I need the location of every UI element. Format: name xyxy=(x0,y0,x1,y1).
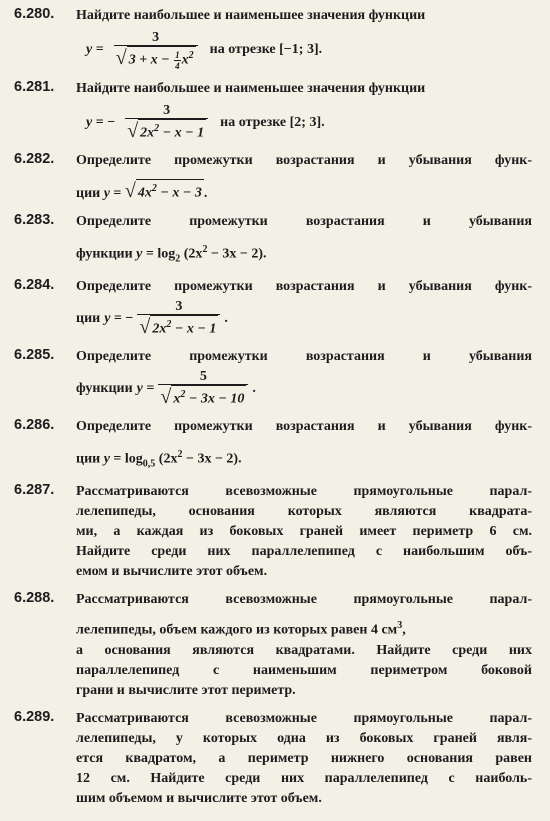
problem-number: 6.283. xyxy=(14,211,55,228)
problem-text: Определите промежутки возрастания и убывания функ- xyxy=(76,279,532,295)
problem-number: 6.282. xyxy=(14,150,55,167)
fraction: 5 √ $x^2 - 3x - 10$ xyxy=(158,369,248,409)
problem-6-280 xyxy=(14,6,532,71)
problem-6-284: 6.284. Определите промежутки возрастания и убывания функ- ции y = − 3 √ $2x^2 - x - 1$ . xyxy=(14,277,532,338)
radical: √ $4x^2 - x - 3$ xyxy=(124,179,202,202)
sqrt-symbol: √ xyxy=(127,119,139,142)
problem-6-288: 6.288. Рассматриваются всевозможные прямоугольные парал- лелепипеды, объем каждого из которых равен 4 $см^3$, а основания являются квадратами. Найдите среди них параллелепипед с наименьшим периметром боковой грани и вычислите этот периметр. xyxy=(14,590,532,701)
problem-6-286: 6.286. Определите промежутки возрастания и убывания функ- ции $y = \log_{0,5} (2x^2 - 3x - 2)$. xyxy=(14,417,532,474)
sqrt-symbol: √ xyxy=(115,47,127,70)
problem-text: Определите промежутки возрастания и убывания xyxy=(76,213,532,229)
radical: √ $2x^2 - x - 1$ xyxy=(127,119,205,142)
problem-number: 6.284. xyxy=(14,277,55,294)
fraction: 3 √ $2x^2 - x - 1$ xyxy=(125,103,208,143)
problem-6-283: 6.283. Определите промежутки возрастания и убывания функции $y = \log_2 (2x^2 - 3x - 2)$. xyxy=(14,212,532,269)
formula: y = − 3 √ $2x^2 - x - 1$ на отрезке [2; 3]. xyxy=(86,102,325,142)
problem-number: 6.287. xyxy=(14,482,55,499)
problem-6-289: 6.289. Рассматриваются всевозможные прямоугольные парал- лелепипеды, у которых одна из боковых граней явля- ется квадратом, а периметр нижнего основания равен 12 см. Найдите среди них параллелепипед с наиболь- шим объемом и вычислите этот объем. xyxy=(14,709,532,809)
sqrt-symbol: √ xyxy=(160,385,172,408)
interval: на отрезке [2; 3]. xyxy=(220,114,325,130)
problem-text: Найдите наибольшее и наименьшее значения функции xyxy=(76,8,426,23)
formula: y = 3 √ 3 + x − $\frac{1}{4}$ $x^2$ на отрезке [−1; 3]. xyxy=(86,30,323,71)
problem-number: 6.289. xyxy=(14,708,55,725)
problem-6-282: 6.282. Определите промежутки возрастания и убывания функ- ции y = √ $4x^2 - x - 3$ . xyxy=(14,150,532,202)
problem-number: 6.280. xyxy=(14,6,55,22)
fraction: 3 √ $2x^2 - x - 1$ xyxy=(137,299,220,339)
problem-text: Определите промежутки возрастания и убывания xyxy=(76,348,532,364)
interval: на отрезке [−1; 3]. xyxy=(209,42,323,58)
radical: √ $x^2 - 3x - 10$ xyxy=(160,385,245,408)
problem-number: 6.286. xyxy=(14,416,55,433)
problem-6-287: 6.287. Рассматриваются всевозможные прямоугольные парал- лелепипеды, основания которых являются квадрата- ми, а каждая из боковых граней имеет периметр 6 см. Найдите среди них параллелепипед с наибольшим объ- емом и вычислите этот объем. xyxy=(14,482,532,582)
problem-text: Найдите наибольшее и наименьшее значения функции xyxy=(76,80,426,96)
fraction: 3 √ 3 + x − $\frac{1}{4}$ $x^2$ xyxy=(114,30,198,71)
problem-6-281 xyxy=(14,79,532,143)
problem-text: Определите промежутки возрастания и убывания функ- xyxy=(76,152,532,168)
problem-number: 6.288. xyxy=(14,590,55,607)
sqrt-symbol: √ xyxy=(124,179,136,202)
problem-number: 6.281. xyxy=(14,78,55,95)
radical: √ $2x^2 - x - 1$ xyxy=(139,315,217,338)
radical: √ 3 + x − $\frac{1}{4}$ $x^2$ xyxy=(115,47,194,71)
problem-text: Определите промежутки возрастания и убывания функ- xyxy=(76,418,532,434)
problem-6-285: 6.285. Определите промежутки возрастания и убывания функции y = 5 √ $x^2 - 3x - 10$ . xyxy=(14,346,532,408)
sqrt-symbol: √ xyxy=(139,315,151,338)
problem-number: 6.285. xyxy=(14,346,55,363)
